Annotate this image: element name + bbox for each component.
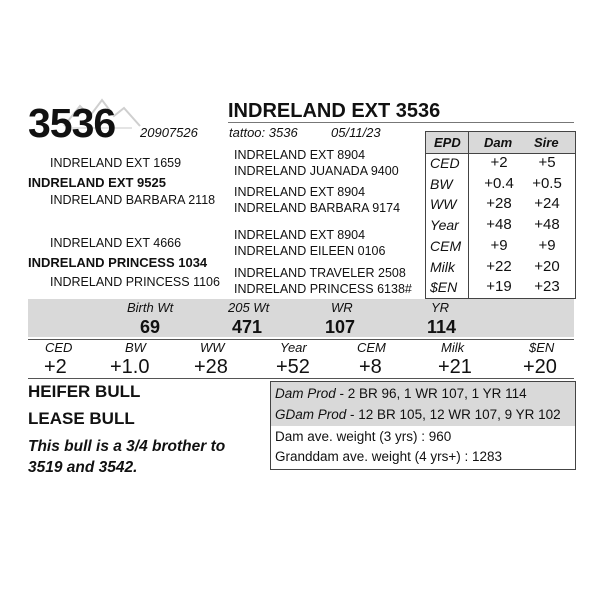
epd-header-dam: Dam xyxy=(484,135,513,150)
perf-label-wr: WR xyxy=(331,300,353,315)
epd-dam-year: +48 xyxy=(486,216,512,234)
perf-label-birth-wt: Birth Wt xyxy=(127,300,174,315)
epd-sire-milk: +20 xyxy=(534,257,560,275)
lot-number: 3536 xyxy=(28,100,116,146)
calf-epd-value-bw: +1.0 xyxy=(110,356,150,378)
epd-sire-en: +23 xyxy=(534,278,560,296)
perf-value-birth-wt: 69 xyxy=(140,317,161,337)
calf-epd-value-cem: +8 xyxy=(359,356,382,378)
perf-value-205-wt: 471 xyxy=(232,317,263,337)
pedigree-ddd: INDRELAND PRINCESS 6138# xyxy=(234,282,412,296)
pedigree-dds: INDRELAND TRAVELER 2508 xyxy=(234,266,406,280)
calf-epd-value-en: +20 xyxy=(523,356,557,378)
dam-prod-line xyxy=(275,384,527,403)
lease-bull-note: LEASE BULL xyxy=(28,409,135,428)
dam-prod-label: Dam Prod xyxy=(275,386,336,401)
epd-dam-ww: +28 xyxy=(486,195,512,213)
pedigree-sire-sire: INDRELAND EXT 1659 xyxy=(50,156,182,170)
pedigree-sire: INDRELAND EXT 9525 xyxy=(28,175,166,190)
birth-date: 05/11/23 xyxy=(331,125,381,140)
calf-epd-value-year: +52 xyxy=(276,356,310,378)
perf-value-wr: 107 xyxy=(325,317,356,337)
epd-sire-year: +48 xyxy=(534,216,560,234)
remark-text: This bull is a 3/4 brother to 3519 and 3542. xyxy=(28,438,226,476)
epd-sire-ced: +5 xyxy=(538,154,556,171)
gdam-prod-value: - 12 BR 105, 12 WR 107, 9 YR 102 xyxy=(346,407,561,422)
tattoo: tattoo: 3536 xyxy=(229,125,298,140)
calf-epd-value-ced: +2 xyxy=(44,356,67,378)
epd-trait-year: Year xyxy=(430,217,459,234)
granddam-weight-line: Granddam ave. weight (4 yrs+) : 1283 xyxy=(275,449,502,464)
epd-dam-ced: +2 xyxy=(490,154,508,171)
epd-header-label: EPD xyxy=(434,135,461,150)
pedigree-sire-dam: INDRELAND BARBARA 2118 xyxy=(50,193,216,207)
calf-epd-label-en: $EN xyxy=(529,340,555,355)
epd-table xyxy=(425,131,576,299)
title-underline xyxy=(228,122,574,123)
pedigree-sds: INDRELAND EXT 8904 xyxy=(234,185,366,199)
pedigree-ssd: INDRELAND JUANADA 9400 xyxy=(234,164,399,178)
epd-table-divider xyxy=(468,132,469,298)
epd-trait-milk: Milk xyxy=(430,258,455,275)
pedigree-sdd: INDRELAND BARBARA 9174 xyxy=(234,201,401,215)
pedigree-dam: INDRELAND PRINCESS 1034 xyxy=(28,255,208,270)
gdam-prod-label: GDam Prod xyxy=(275,407,347,422)
perf-value-yr: 114 xyxy=(427,317,457,337)
epd-dam-cem: +9 xyxy=(490,236,508,254)
animal-name-title: INDRELAND EXT 3536 xyxy=(228,100,441,122)
dam-weight-line: Dam ave. weight (3 yrs) : 960 xyxy=(275,429,452,444)
epd-trait-ww: WW xyxy=(430,196,457,213)
dam-prod-value: - 2 BR 96, 1 WR 107, 1 YR 114 xyxy=(335,386,527,401)
epd-trait-cem: CEM xyxy=(430,237,462,254)
pedigree-dsd: INDRELAND EILEEN 0106 xyxy=(234,244,386,258)
epd-dam-milk: +22 xyxy=(486,257,512,275)
registration-number: 20907526 xyxy=(140,125,198,140)
pedigree-dam-sire: INDRELAND EXT 4666 xyxy=(50,236,182,250)
production-box xyxy=(270,381,576,470)
perf-label-205-wt: 205 Wt xyxy=(228,300,270,315)
calf-epd-label-year: Year xyxy=(280,340,307,355)
calf-epd-label-bw: BW xyxy=(125,340,146,355)
epd-sire-bw: +0.5 xyxy=(532,174,562,192)
epd-row-bottom-rule xyxy=(28,378,574,379)
epd-trait-en: $EN xyxy=(430,279,458,296)
pedigree-dam-dam: INDRELAND PRINCESS 1106 xyxy=(50,275,220,289)
gdam-prod-line xyxy=(275,405,561,424)
heifer-bull-note: HEIFER BULL xyxy=(28,382,141,401)
calf-epd-value-milk: +21 xyxy=(438,356,472,378)
epd-dam-bw: +0.4 xyxy=(484,174,514,192)
calf-epd-label-ww: WW xyxy=(200,340,225,355)
epd-trait-ced: CED xyxy=(430,155,460,171)
calf-epd-label-cem: CEM xyxy=(357,340,386,355)
pedigree-dss: INDRELAND EXT 8904 xyxy=(234,228,366,242)
epd-dam-en: +19 xyxy=(486,278,512,296)
epd-sire-cem: +9 xyxy=(538,236,556,254)
perf-label-yr: YR xyxy=(431,300,450,315)
calf-epd-value-ww: +28 xyxy=(194,356,228,378)
calf-epd-label-milk: Milk xyxy=(441,340,465,355)
epd-sire-ww: +24 xyxy=(534,195,560,213)
epd-header-sire: Sire xyxy=(534,135,559,150)
epd-trait-bw: BW xyxy=(430,175,453,192)
calf-epd-label-ced: CED xyxy=(45,340,73,355)
performance-band xyxy=(28,299,574,337)
pedigree-sss: INDRELAND EXT 8904 xyxy=(234,148,366,162)
